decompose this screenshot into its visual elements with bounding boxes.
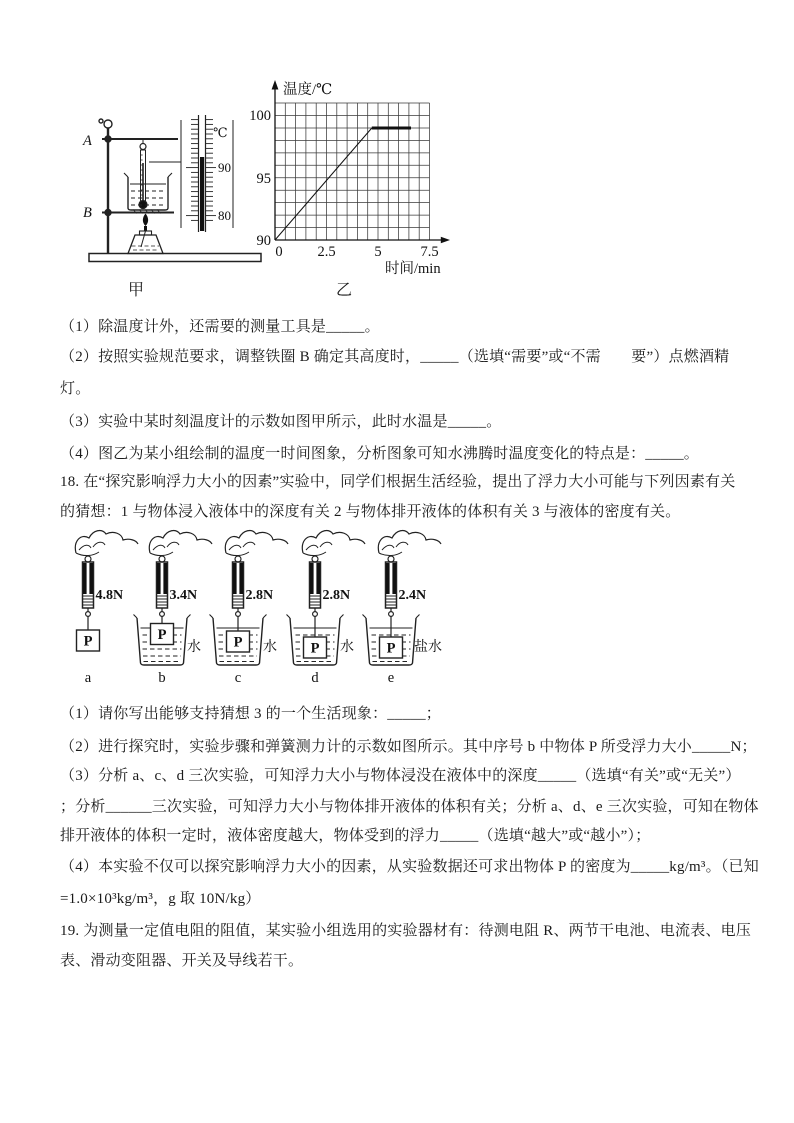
- water-dashes: [131, 191, 165, 205]
- text-line-q18-3b: ；分析______三次实验，可知浮力大小与物体排开液体的体积有关；分析 a、d、e 三次实验，可知在物体: [60, 799, 759, 815]
- text-line-q18-2: （2）进行探究时，实验步骤和弹簧测力计的示数如图所示。其中序号 b 中物体 P 所受浮力大小_____N；: [60, 739, 757, 755]
- text-line-q18-3a: （3）分析 a、c、d 三次实验，可知浮力大小与物体浸没在液体中的深度_____（选填“有关”或“无关”）: [60, 768, 741, 784]
- scale-reading: 3.4N: [169, 588, 198, 603]
- liquid-label: 水: [340, 640, 354, 655]
- scale-reading: 2.8N: [245, 588, 274, 603]
- hand-icon: [149, 531, 212, 553]
- scale-top-ring: [235, 556, 241, 562]
- buoyancy-unit-d: [287, 531, 366, 686]
- thermometer-ring: [140, 144, 146, 150]
- buoyancy-unit-e: [363, 531, 443, 686]
- liquid-label: 水: [263, 640, 277, 655]
- hand-icon: [378, 531, 441, 553]
- scale-top-ring: [312, 556, 318, 562]
- stand-top-screw: [99, 119, 103, 123]
- thermometer-tick-90: 90: [218, 160, 231, 175]
- thermometer-tick-80: 80: [218, 208, 231, 223]
- hand-fingers: [76, 542, 105, 555]
- y-tick-90: 90: [256, 233, 271, 249]
- ring-b-label: B: [83, 205, 92, 221]
- block-p-label: P: [83, 633, 93, 650]
- scale-reading: 2.4N: [398, 588, 427, 603]
- scale-top-ring: [85, 556, 91, 562]
- hand-icon: [75, 531, 138, 553]
- liquid-label: 水: [187, 640, 201, 655]
- text-line-q17-2b: 灯。: [60, 381, 91, 397]
- unit-letter-label: c: [234, 670, 242, 686]
- iron-stand: [89, 119, 261, 262]
- text-line-q18-intro-a: 18. 在“探究影响浮力大小的因素”实验中，同学们根据生活经验，提出了浮力大小可能与下列因素有关: [60, 474, 736, 490]
- text-line-q18-3c: 排开液体的体积一定时，液体密度越大，物体受到的浮力_____（选填“越大”或“越小”）；: [60, 828, 651, 844]
- temperature-time-graph: [249, 76, 471, 277]
- x-tick-5: 5: [374, 244, 382, 260]
- hand-fingers: [226, 542, 255, 555]
- figure-caption-yi: 乙: [336, 282, 353, 299]
- unit-letter-label: d: [311, 670, 319, 686]
- alcohol-lamp-body: [128, 235, 163, 254]
- block-p-label: P: [233, 634, 243, 651]
- hand-fingers: [150, 542, 179, 555]
- scale-hook: [160, 612, 165, 617]
- boiling-apparatus-figure: [75, 105, 275, 300]
- x-tick-7-5: 7.5: [420, 244, 439, 260]
- lamp-wick: [144, 226, 147, 231]
- text-line-q18-intro-b: 的猜想：1 与物体浸入液体中的深度有关 2 与物体排开液体的体积有关 3 与液体的密度有关。: [60, 504, 681, 520]
- thermometer-bulb: [139, 201, 147, 209]
- liquid-label: 盐水: [414, 640, 442, 655]
- unit-letter-label: b: [158, 670, 166, 686]
- buoyancy-unit-c: [210, 531, 289, 686]
- buoyancy-unit-b: [134, 531, 213, 686]
- hand-fingers: [303, 542, 332, 555]
- scale-hook: [313, 612, 318, 617]
- block-p-label: P: [157, 627, 167, 643]
- flame-icon: [143, 214, 148, 227]
- scale-hook: [236, 612, 241, 617]
- text-line-q17-4: （4）图乙为某小组绘制的温度一时间图象，分析图象可知水沸腾时温度变化的特点是：_____。: [60, 446, 700, 462]
- y-tick-100: 100: [249, 108, 271, 124]
- clamp-a-bolt: [105, 136, 111, 142]
- y-tick-95: 95: [256, 171, 271, 187]
- thermometer-in-beaker: [124, 139, 181, 254]
- hand-icon: [302, 531, 365, 553]
- figure-caption-jia: 甲: [128, 282, 145, 299]
- buoyancy-unit-a: [75, 531, 138, 686]
- unit-letter-label: e: [387, 670, 395, 686]
- scale-reading: 2.8N: [322, 588, 351, 603]
- scale-hook: [389, 612, 394, 617]
- x-axis-title: 时间/min: [385, 261, 441, 277]
- text-line-q17-2a: （2）按照实验规范要求，调整铁圈 B 确定其高度时，_____（选填“需要”或“不需 要”）点燃酒精: [60, 349, 730, 365]
- graph-grid: [275, 103, 430, 240]
- clamp-a-label: A: [83, 133, 92, 149]
- magnified-mercury-column: [200, 157, 204, 231]
- x-tick-0: 0: [275, 244, 283, 260]
- block-p-label: P: [310, 640, 320, 657]
- scale-top-ring: [159, 556, 165, 562]
- stand-base: [89, 254, 261, 262]
- text-line-q17-3: （3）实验中某时刻温度计的示数如图甲所示，此时水温是_____。: [60, 414, 502, 430]
- text-line-q18-4b: =1.0×10³kg/m³，g 取 10N/kg）: [60, 891, 261, 907]
- unit-letter-label: a: [84, 670, 92, 686]
- text-line-q18-4a: （4）本实验不仅可以探究影响浮力大小的因素，从实验数据还可求出物体 P 的密度为_____kg/m³。（已知: [60, 859, 759, 875]
- hand-icon: [225, 531, 288, 553]
- stand-top-knob: [104, 120, 112, 128]
- scale-top-ring: [388, 556, 394, 562]
- x-tick-2-5: 2.5: [317, 244, 336, 260]
- text-line-q18-1: （1）请你写出能够支持猜想 3 的一个生活现象：_____；: [60, 706, 442, 722]
- x-axis-arrow-icon: [441, 237, 450, 244]
- scale-hook: [86, 612, 91, 617]
- y-axis-title: 温度/℃: [283, 82, 333, 98]
- text-line-q17-1: （1）除温度计外，还需要的测量工具是_____。: [60, 319, 380, 335]
- text-line-q19-a: 19. 为测量一定值电阻的阻值，某实验小组选用的实验器材有：待测电阻 R、两节干电池、电流表、电压: [60, 923, 752, 939]
- ring-b-bolt: [105, 210, 111, 216]
- block-p-label: P: [386, 640, 396, 657]
- buoyancy-experiment-figure: [58, 528, 478, 692]
- text-line-q19-b: 表、滑动变阻器、开关及导线若干。: [60, 953, 304, 969]
- y-axis-arrow-icon: [272, 80, 279, 90]
- thermometer-unit-label: ℃: [213, 125, 228, 140]
- scale-reading: 4.8N: [95, 588, 124, 603]
- hand-fingers: [379, 542, 408, 555]
